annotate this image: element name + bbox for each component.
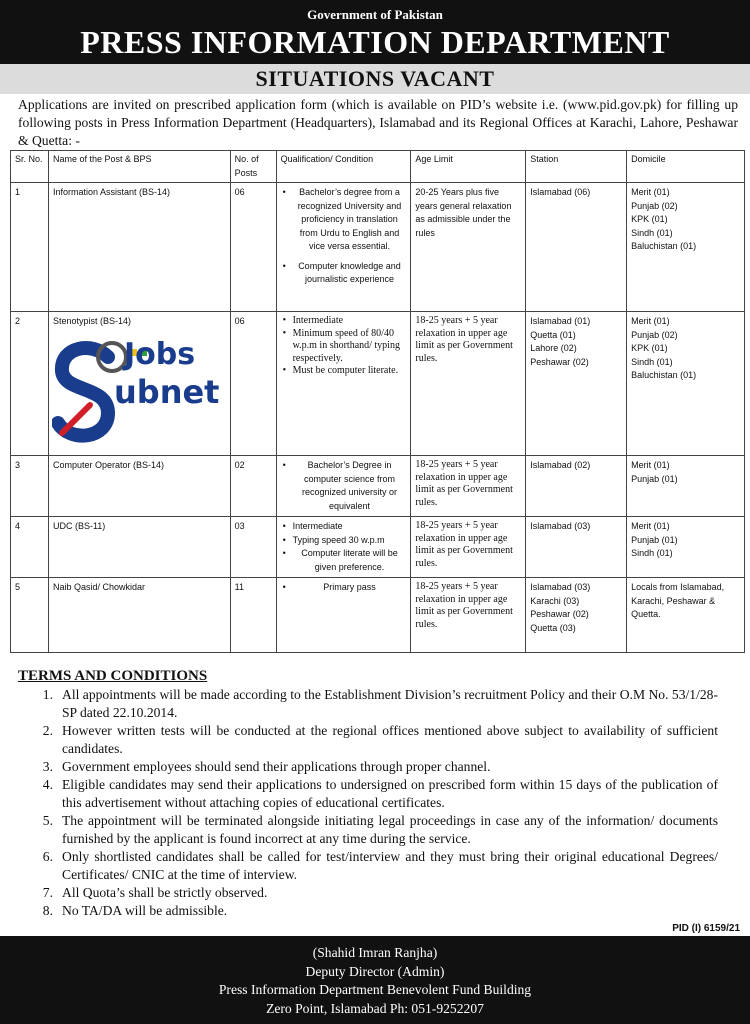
domicile-cell — [627, 183, 745, 312]
station-item: Karachi (03) — [530, 595, 580, 606]
logo-text-jobs: Jobs — [124, 337, 196, 372]
table-row — [11, 517, 745, 578]
header-station: Station — [526, 151, 627, 183]
domicile-item: Locals from Islamabad, Karachi, Peshawar & Quetta. — [631, 582, 725, 619]
qualification-item: • Typing speed 30 w.p.m — [281, 534, 407, 548]
terms-item-text: All appointments will be made according to the Establishment Division’s recruitment Policy and their O.M No. 53/1/28-SP dated 22.10.2014. — [62, 687, 718, 720]
station-item: Quetta (01) — [530, 329, 576, 340]
domicile-item: Sindh (01) — [631, 227, 673, 238]
count-cell: 11 — [230, 578, 276, 653]
logo-text-ubnet: ubnet — [114, 373, 220, 411]
terms-list — [18, 686, 718, 920]
post-cell: Computer Operator (BS-14) — [48, 456, 230, 517]
station-item: Islamabad (02) — [530, 460, 591, 470]
terms-item-text: Only shortlisted candidates shall be called for test/interview and they must bring their original educational Degrees/ Certificates/ CNIC at the time of interview. — [62, 849, 718, 882]
terms-item-number: 3. — [42, 759, 53, 774]
intro-paragraph: Applications are invited on prescribed application form (which is available on PID’s website i.e. (www.pid.gov.pk) for filling up following posts in Press Information Department (Headquarters), Islamabad and its Regional Offices at Karachi, Lahore, Peshawar & Quetta: - — [18, 97, 738, 148]
terms-item — [18, 884, 718, 902]
terms-item — [18, 848, 718, 884]
domicile-cell — [627, 312, 745, 456]
age-cell: 18-25 years + 5 year relaxation in upper age limit as per Government rules. — [411, 578, 526, 653]
table-row — [11, 578, 745, 653]
terms-item-text: Eligible candidates may send their applications to undersigned on prescribed form within 15 days of the publication of this advertisement without attaching copies of educational certificates. — [62, 777, 718, 810]
footer-address: Zero Point, Islamabad Ph: 051-9252207 — [266, 1000, 484, 1016]
sr-cell: 1 — [11, 183, 49, 312]
count-cell: 06 — [230, 312, 276, 456]
station-item: Peshawar (02) — [530, 609, 589, 619]
qualification-cell — [276, 578, 411, 653]
station-item: Islamabad (06) — [530, 187, 591, 197]
terms-item — [18, 758, 718, 776]
qualification-cell — [276, 517, 411, 578]
footer-band — [0, 936, 750, 1024]
station-cell — [526, 578, 627, 653]
sr-cell: 2 — [11, 312, 49, 456]
station-cell — [526, 517, 627, 578]
age-cell: 20-25 Years plus five years general relaxation as admissible under the rules — [411, 183, 526, 312]
post-cell: UDC (BS-11) — [48, 517, 230, 578]
terms-item-text: However written tests will be conducted at the regional offices mentioned above subject to availability of sufficient candidates. — [62, 723, 718, 756]
table-header-row — [11, 151, 745, 183]
terms-item-number: 6. — [42, 849, 53, 864]
situations-vacant-title: SITUATIONS VACANT — [255, 66, 495, 91]
domicile-item: Punjab (02) — [631, 200, 678, 211]
terms-item — [18, 686, 718, 722]
domicile-item: KPK (01) — [631, 214, 668, 224]
terms-item — [18, 812, 718, 848]
station-item: Lahore (02) — [530, 343, 577, 353]
domicile-item: Punjab (02) — [631, 329, 678, 340]
station-item: Islamabad (01) — [530, 316, 591, 326]
table-row — [11, 183, 745, 312]
qualification-item: • Minimum speed of 80/40 w.p.m in shorthand/ typing respectively. — [281, 328, 407, 366]
terms-item-number: 4. — [42, 777, 53, 792]
qualification-item: • Computer literate will be given preference. — [281, 547, 407, 574]
qualification-item: • Bachelor’s degree from a recognized University and proficiency in translation from Urdu to English and vice versa essential. — [281, 186, 407, 254]
qualification-cell — [276, 312, 411, 456]
terms-item-number: 2. — [42, 723, 53, 738]
domicile-item: Sindh (01) — [631, 356, 673, 367]
footer-building: Press Information Department Benevolent Fund Building — [218, 982, 532, 997]
sr-cell: 3 — [11, 456, 49, 517]
terms-item-text: Government employees should send their applications through proper channel. — [62, 759, 491, 774]
header-sr: Sr. No. — [11, 151, 49, 183]
qualification-cell — [276, 456, 411, 517]
station-item: Quetta (03) — [530, 622, 576, 633]
terms-item — [18, 776, 718, 812]
terms-item-text: The appointment will be terminated alongside initiating legal proceedings in case any of the information/ documents furnished by the applicant is found incorrect at any time during the service. — [62, 813, 718, 846]
terms-item — [18, 722, 718, 758]
qualification-item: • Primary pass — [281, 581, 407, 595]
signatory-designation: Deputy Director (Admin) — [305, 963, 445, 979]
count-cell: 02 — [230, 456, 276, 517]
header-age: Age Limit — [411, 151, 526, 183]
sr-cell: 4 — [11, 517, 49, 578]
domicile-item: Punjab (01) — [631, 473, 678, 484]
station-cell — [526, 183, 627, 312]
post-cell: Information Assistant (BS-14) — [48, 183, 230, 312]
terms-item-number: 8. — [42, 903, 53, 918]
header-count: No. of Posts — [230, 151, 276, 183]
terms-item-number: 7. — [42, 885, 53, 900]
jobsubnet-watermark-logo — [52, 335, 222, 450]
count-cell: 06 — [230, 183, 276, 312]
domicile-item: Merit (01) — [631, 187, 670, 197]
signatory-name: (Shahid Imran Ranjha) — [312, 945, 438, 960]
domicile-item: Baluchistan (01) — [631, 241, 697, 251]
station-item: Peshawar (02) — [530, 356, 589, 367]
domicile-item: KPK (01) — [631, 343, 668, 353]
department-title: PRESS INFORMATION DEPARTMENT — [80, 24, 670, 60]
station-cell — [526, 456, 627, 517]
qualification-item: • Intermediate — [281, 315, 407, 328]
age-cell: 18-25 years + 5 year relaxation in upper age limit as per Government rules. — [411, 517, 526, 578]
terms-item-number: 1. — [42, 687, 53, 702]
terms-item — [18, 902, 718, 920]
domicile-item: Merit (01) — [631, 460, 670, 470]
domicile-item: Punjab (01) — [631, 534, 678, 545]
header-post: Name of the Post & BPS — [48, 151, 230, 183]
station-item: Islamabad (03) — [530, 521, 591, 531]
header-domicile: Domicile — [627, 151, 745, 183]
domicile-cell — [627, 456, 745, 517]
domicile-item: Sindh (01) — [631, 548, 673, 558]
age-cell: 18-25 years + 5 year relaxation in upper age limit as per Government rules. — [411, 456, 526, 517]
age-cell: 18-25 years + 5 year relaxation in upper age limit as per Government rules. — [411, 312, 526, 456]
domicile-item: Baluchistan (01) — [631, 370, 697, 380]
sr-cell: 5 — [11, 578, 49, 653]
post-cell: Stenotypist (BS-14) — [48, 312, 230, 456]
terms-item-number: 5. — [42, 813, 53, 828]
post-cell: Naib Qasid/ Chowkidar — [48, 578, 230, 653]
qualification-cell — [276, 183, 411, 312]
situations-vacant-band — [0, 64, 750, 94]
header-band — [0, 0, 750, 64]
qualification-item: • Bachelor’s Degree in computer science from recognized university or equivalent — [281, 459, 407, 513]
qualification-item: • Computer knowledge and journalistic experience — [281, 260, 407, 287]
government-line: Government of Pakistan — [307, 7, 443, 22]
qualification-item: • Intermediate — [281, 520, 407, 534]
domicile-item: Merit (01) — [631, 316, 670, 326]
table-row — [11, 456, 745, 517]
count-cell: 03 — [230, 517, 276, 578]
terms-item-text: All Quota’s shall be strictly observed. — [62, 885, 268, 900]
reference-number: PID (I) 6159/21 — [672, 923, 740, 934]
station-item: Islamabad (03) — [530, 582, 591, 592]
terms-item-text: No TA/DA will be admissible. — [62, 903, 228, 918]
station-cell — [526, 312, 627, 456]
terms-title: TERMS AND CONDITIONS — [18, 668, 208, 684]
domicile-item: Merit (01) — [631, 521, 670, 531]
header-qualification: Qualification/ Condition — [276, 151, 411, 183]
qualification-item: • Must be computer literate. — [281, 365, 407, 378]
domicile-cell — [627, 578, 745, 653]
domicile-cell — [627, 517, 745, 578]
